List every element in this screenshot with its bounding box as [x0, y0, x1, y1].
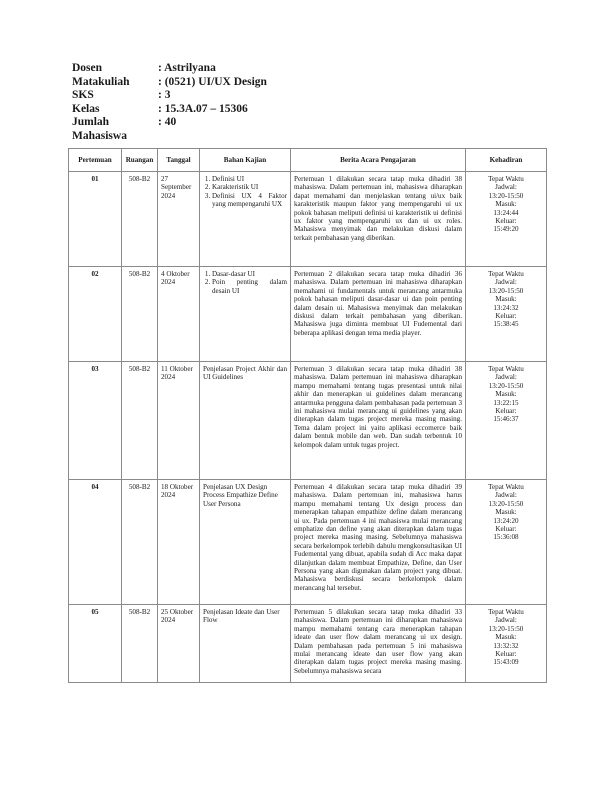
header-ruangan: Ruangan	[122, 149, 158, 172]
keluar-label: Keluar:	[495, 407, 517, 416]
keluar-value: 15:43:09	[493, 658, 519, 667]
kehadiran-status: Tepat Waktu	[488, 483, 524, 491]
berita-acara-cell: Pertemuan 2 dilakukan secara tatap muka dihadiri 36 mahasiswa. Dalam pertemuan ini mahasiswa diharapkan memahami ui fundamentals untuk merancang antarmuka pokok bahasan meliputi dasar-dasar ui dan poin penting dalam desain ui. Mahasiswa menyimak dan melakukan diskusi dalam terkait pembahasan yang diberikan. Mahasiswa juga diminta membuat UI Fudemental dari beberapa aplikasi dengan tema media player.	[291, 267, 466, 362]
keluar-label: Keluar:	[495, 312, 517, 321]
ruangan-cell: 508-B2	[122, 362, 158, 480]
jadwal-label: Jadwal:	[495, 616, 517, 625]
jumlah-label: Jumlah Mahasiswa	[72, 116, 127, 142]
matakuliah-label: Matakuliah	[72, 75, 130, 88]
bahan-kajian-cell: Penjelasan Ideate dan User Flow	[200, 605, 291, 683]
info-row-dosen	[72, 62, 267, 76]
jadwal-label: Jadwal:	[495, 183, 517, 192]
list-item: 3. Definisi UX 4 Faktor yang mempengaruhi UX	[212, 192, 287, 209]
list-item: 1. Dasar-dasar UI	[212, 270, 287, 278]
attendance-table	[68, 148, 547, 683]
keluar-value: 15:49:20	[493, 225, 519, 234]
kajian-list	[203, 270, 287, 295]
pertemuan-cell: 01	[69, 172, 122, 267]
ruangan-cell: 508-B2	[122, 172, 158, 267]
berita-acara-cell: Pertemuan 4 dilakukan secara tatap muka dihadiri 39 mahasiswa. Dalam pertemuan ini, mahasiswa harus mampu memahami tentang Ux design process dan menerapkan tahapan empathize define dalam merancang ui ux. Pada pertemuan 4 ini mahasiswa mulai merancang emphatize dan define yang akan diterapkan dalam tugas project mereka masing masing. Sebelumnya mahasiswa secara berkelompok terlebih dahulu mengkonsultasikan UI Fudemental yang dibuat, apabila sudah di Acc maka dapat dilanjutkan dalam membuat Empathize, Define, dan User Persona yang akan digunakan dalam project yang dibuat. Mahasiswa berdiskusi secara berkelompok dalam merancang hal tersebut.	[291, 480, 466, 605]
masuk-label: Masuk:	[495, 633, 517, 642]
info-row-kelas	[72, 103, 267, 117]
tanggal-cell: 11 Oktober 2024	[158, 362, 200, 480]
masuk-label: Masuk:	[495, 508, 517, 517]
jadwal-value: 13:20-15:50	[488, 624, 524, 633]
bahan-kajian-cell	[200, 267, 291, 362]
jadwal-value: 13:20-15:50	[488, 499, 524, 508]
table-header-row	[69, 149, 547, 172]
kehadiran-status: Tepat Waktu	[488, 270, 524, 278]
ruangan-cell: 508-B2	[122, 605, 158, 683]
jadwal-value: 13:20-15:50	[488, 381, 524, 390]
keluar-label: Keluar:	[495, 525, 517, 534]
masuk-value: 13:22:15	[493, 398, 519, 407]
pertemuan-cell: 03	[69, 362, 122, 480]
list-item: 2. Poin penting dalam desain UI	[212, 278, 287, 295]
header-tanggal: Tanggal	[158, 149, 200, 172]
berita-acara-cell: Pertemuan 1 dilakukan secara tatap muka dihadiri 38 mahasiswa. Dalam pertemuan ini, mahasiswa diharapkan dapat memahami dan menjelaskan tentang ui/ux baik karakteristik maupun faktor yang mempengaruhi ui ux pokok bahasan meliputi definisi ui karakteristik ui definisi ux faktor yang mempengaruhi ux dan ui ux roles. Mahasiswa menyimak dan melakukan diskusi dalam terkait pembahasan yang diberikan.	[291, 172, 466, 267]
keluar-label: Keluar:	[495, 217, 517, 226]
list-item: 1. Definisi UI	[212, 175, 287, 183]
pertemuan-cell: 05	[69, 605, 122, 683]
table-row	[69, 362, 547, 480]
list-item: 2. Karakteristik UI	[212, 183, 287, 191]
jadwal-label: Jadwal:	[495, 278, 517, 287]
header-pertemuan: Pertemuan	[69, 149, 122, 172]
kelas-value: : 15.3A.07 – 15306	[158, 102, 248, 115]
info-row-matakuliah	[72, 76, 267, 90]
masuk-value: 13:24:44	[493, 208, 519, 217]
tanggal-cell: 27 September 2024	[158, 172, 200, 267]
jadwal-label: Jadwal:	[495, 491, 517, 500]
tanggal-cell: 4 Oktober 2024	[158, 267, 200, 362]
kehadiran-status: Tepat Waktu	[488, 365, 524, 373]
kelas-label: Kelas	[72, 102, 100, 115]
tanggal-cell: 25 Oktober 2024	[158, 605, 200, 683]
pertemuan-cell: 04	[69, 480, 122, 605]
info-row-sks	[72, 89, 267, 103]
jumlah-value: : 40	[158, 116, 177, 129]
masuk-value: 13:24:32	[493, 303, 519, 312]
keluar-value: 15:38:45	[493, 320, 519, 329]
kehadiran-cell	[466, 267, 547, 362]
jadwal-value: 13:20-15:50	[488, 191, 524, 200]
table-row	[69, 480, 547, 605]
table-row	[69, 267, 547, 362]
berita-acara-cell: Pertemuan 5 dilakukan secara tatap muka dihadiri 33 mahasiswa. Dalam pertemuan ini diharapkan mahasiswa mampu memahami tentang cara menerapkan tahapan ideate dan user flow dalam merancang ui ux design. Dalam pembahasan pada pertemuan 5 ini mahasiswa mulai merancang ideate dan user flow yang akan diterapkan dalam tugas project mereka masing masing. Sebelumnya mahasiswa secara	[291, 605, 466, 683]
masuk-value: 13:24:20	[493, 516, 519, 525]
tanggal-cell: 18 Oktober 2024	[158, 480, 200, 605]
header-kehadiran: Kehadiran	[466, 149, 547, 172]
masuk-label: Masuk:	[495, 390, 517, 399]
kehadiran-cell	[466, 172, 547, 267]
masuk-label: Masuk:	[495, 200, 517, 209]
header-bahan-kajian: Bahan Kajian	[200, 149, 291, 172]
bahan-kajian-cell: Penjelasan Project Akhir dan UI Guidelines	[200, 362, 291, 480]
kehadiran-status: Tepat Waktu	[488, 608, 524, 616]
keluar-label: Keluar:	[495, 650, 517, 659]
kehadiran-cell	[466, 362, 547, 480]
dosen-label: Dosen	[72, 62, 103, 74]
masuk-value: 13:32:32	[493, 641, 519, 650]
table-row	[69, 172, 547, 267]
table-row	[69, 605, 547, 683]
masuk-label: Masuk:	[495, 295, 517, 304]
pertemuan-cell: 02	[69, 267, 122, 362]
keluar-value: 15:46:37	[493, 415, 519, 424]
course-info	[72, 62, 267, 144]
kehadiran-cell	[466, 480, 547, 605]
keluar-value: 15:36:08	[493, 533, 519, 542]
bahan-kajian-cell: Penjelasan UX Design Process Empathize Define User Persona	[200, 480, 291, 605]
jadwal-label: Jadwal:	[495, 373, 517, 382]
sks-value: : 3	[158, 89, 171, 102]
ruangan-cell: 508-B2	[122, 267, 158, 362]
jadwal-value: 13:20-15:50	[488, 286, 524, 295]
kajian-list	[203, 175, 287, 209]
sks-label: SKS	[72, 89, 94, 102]
header-berita-acara: Berita Acara Pengajaran	[291, 149, 466, 172]
ruangan-cell: 508-B2	[122, 480, 158, 605]
berita-acara-cell: Pertemuan 3 dilakukan secara tatap muka dihadiri 38 mahasiswa. Dalam pertemuan ini mahasiswa diharapkan mampu memahami tentang tugas presentasi untuk nilai akhir dan menerapkan ui guidelines dalam merancang antarmuka pengguna dalam pembahasan pada pertemuan 3 ini mahasiswa mulai merancang ui guidelines yang akan diterapkan dalam tugas project mereka masing masing. Tema dalam project ini yaitu aplikasi eccomerce baik dalam bentuk mobile dan web. Dan sudah terbentuk 10 kelompok dalam untuk tugas project.	[291, 362, 466, 480]
matakuliah-value: : (0521) UI/UX Design	[158, 75, 267, 88]
dosen-value: : Astrilyana	[158, 62, 216, 74]
bahan-kajian-cell	[200, 172, 291, 267]
kehadiran-status: Tepat Waktu	[488, 175, 524, 183]
kehadiran-cell	[466, 605, 547, 683]
info-row-jumlah	[72, 116, 267, 143]
